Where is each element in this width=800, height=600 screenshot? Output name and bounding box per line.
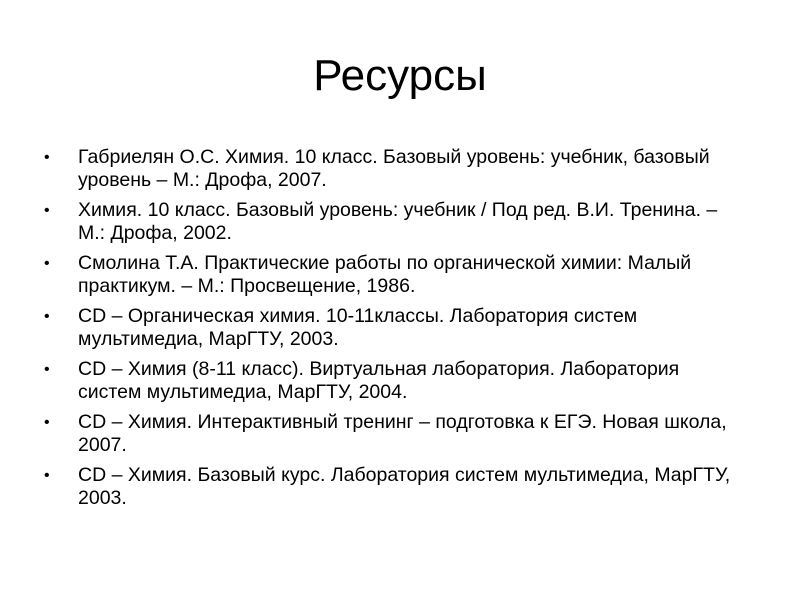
list-item-text: CD – Органическая химия. 10-11классы. Лаборатория систем мультимедиа, МарГТУ, 2003. [78,305,638,350]
list-item [44,146,744,192]
list-item [44,252,744,298]
list-item-text: CD – Химия. Базовый курс. Лаборатория систем мультимедиа, МарГТУ, 2003. [78,464,731,509]
list-item [44,305,744,351]
list-item [44,199,744,245]
bullet-icon: • [44,202,50,219]
bullet-icon: • [44,255,50,272]
list-item [44,411,744,457]
list-item-text: CD – Химия. Интерактивный тренинг – подготовка к ЕГЭ. Новая школа, 2007. [78,411,727,456]
list-item [44,358,744,404]
bullet-icon: • [44,308,50,325]
slide-title: Ресурсы [313,51,487,100]
list-item-text: Габриелян О.С. Химия. 10 класс. Базовый уровень: учебник, базовый уровень – М.: Дрофа, 2007. [78,146,710,191]
bullet-icon: • [44,149,50,166]
bullet-icon: • [44,361,50,378]
list-item-text: Химия. 10 класс. Базовый уровень: учебник / Под ред. В.И. Тренина. – М.: Дрофа, 2002. [78,199,718,244]
bullet-icon: • [44,414,50,431]
resource-list [44,146,744,517]
list-item-text: Смолина Т.А. Практические работы по органической химии: Малый практикум. – М.: Просвещение, 1986. [78,252,692,297]
bullet-icon: • [44,467,50,484]
list-item-text: CD – Химия (8-11 класс). Виртуальная лаборатория. Лаборатория систем мультимедиа, МарГТУ, 2004. [78,358,680,403]
list-item [44,464,744,510]
